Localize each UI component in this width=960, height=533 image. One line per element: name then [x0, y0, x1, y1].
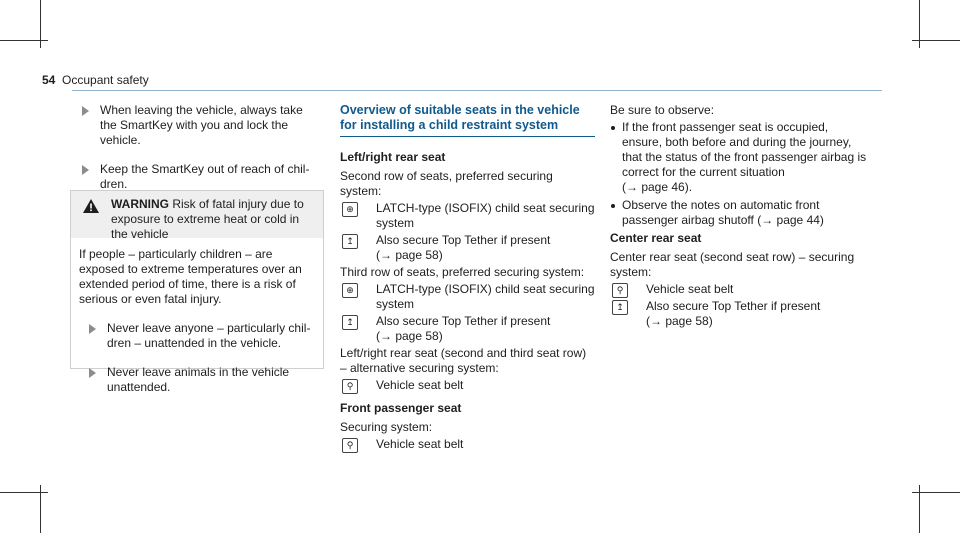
arrow-bullet-icon: [89, 368, 96, 378]
list-item: [72, 103, 322, 148]
crop-mark: [912, 40, 960, 41]
list-item: [340, 233, 595, 263]
list-item: [610, 120, 870, 195]
warning-header: [71, 191, 323, 241]
list-item: [340, 437, 595, 452]
paragraph: Third row of seats, preferred securing system:: [340, 265, 585, 279]
arrow-bullet-icon: [82, 165, 89, 175]
item-text: If the front passenger seat is occupied, ensure, both before and during the journey, that the status of the front passenger airbag is correct for the current situation: [622, 120, 867, 179]
subheading: Center rear seat: [610, 231, 702, 245]
bullet-text: Never leave animals in the vehicle unattended.: [107, 365, 290, 394]
item-text: LATCH-type (ISOFIX) child seat securing system: [376, 282, 595, 311]
top-tether-icon: ↥: [342, 234, 358, 249]
list-item: [610, 198, 870, 228]
list-item: [610, 282, 870, 297]
seat-belt-icon: ⚲: [342, 379, 358, 394]
section-name: Occupant safety: [62, 73, 149, 87]
page-reference[interactable]: (→ page 46).: [622, 180, 693, 194]
section-title: Overview of suitable seats in the vehicle for installing a child restraint system: [340, 103, 580, 132]
arrow-bullet-icon: [89, 324, 96, 334]
bullet-text: When leaving the vehicle, always take the SmartKey with you and lock the vehicle.: [100, 103, 303, 147]
warning-title-text: Risk of fatal injury due to exposure to extreme heat or cold in the vehicle: [111, 197, 304, 241]
arrow-bullet-icon: [82, 106, 89, 116]
item-text: Also secure Top Tether if present: [376, 233, 551, 247]
warning-title: [111, 197, 316, 242]
top-tether-icon: ↥: [612, 300, 628, 315]
page-reference[interactable]: (→ page 58): [376, 329, 443, 343]
paragraph: Center rear seat (second seat row) – securing system:: [610, 250, 855, 279]
warning-label: WARNING: [111, 197, 169, 211]
item-text: Also secure Top Tether if present: [646, 299, 821, 313]
list-item: [79, 321, 317, 351]
paragraph: Be sure to observe:: [610, 103, 715, 117]
warning-body-text: If people – particularly children – are exposed to extreme temperatures over an extended period of time, there is a risk of serious or even fatal injury.: [79, 247, 302, 306]
item-text: LATCH-type (ISOFIX) child seat securing system: [376, 201, 595, 230]
item-text: Vehicle seat belt: [646, 282, 734, 296]
page-reference[interactable]: (→ page 58): [646, 314, 713, 328]
page-number: 54: [42, 73, 56, 87]
list-item: [340, 201, 595, 231]
seat-belt-icon: ⚲: [612, 283, 628, 298]
isofix-icon: ⊕: [342, 202, 358, 217]
item-text: Vehicle seat belt: [376, 378, 464, 392]
page-reference[interactable]: (→ page 58): [376, 248, 443, 262]
section-rule: [340, 136, 595, 137]
seat-belt-icon: ⚲: [342, 438, 358, 453]
list-item: [340, 314, 595, 344]
paragraph: Left/right rear seat (second and third seat row) – alternative securing system:: [340, 346, 587, 375]
header-rule: [72, 90, 882, 91]
crop-mark: [0, 492, 48, 493]
isofix-icon: ⊕: [342, 283, 358, 298]
bullet-text: Keep the SmartKey out of reach of children.: [100, 162, 310, 191]
list-item: [340, 378, 595, 393]
list-item: [79, 365, 317, 395]
top-tether-icon: ↥: [342, 315, 358, 330]
crop-mark: [0, 40, 48, 41]
subheading: Front passenger seat: [340, 401, 462, 415]
warning-box: [70, 190, 324, 394]
bullet-text: Never leave anyone – particularly children – unattended in the vehicle.: [107, 321, 311, 350]
item-text: Observe the notes on automatic front passenger airbag shutoff (→ page 44): [622, 198, 824, 227]
warning-triangle-icon: [83, 199, 99, 213]
item-text: Also secure Top Tether if present: [376, 314, 551, 328]
paragraph: Securing system:: [340, 420, 433, 434]
warning-body: [79, 247, 317, 409]
list-item: [610, 299, 870, 329]
paragraph: Second row of seats, preferred securing system:: [340, 169, 553, 198]
subheading: Left/right rear seat: [340, 150, 446, 164]
list-item: [72, 162, 322, 192]
item-text: Vehicle seat belt: [376, 437, 464, 451]
right-column: [610, 103, 870, 331]
middle-column: [340, 103, 595, 454]
crop-mark: [912, 492, 960, 493]
list-item: [340, 282, 595, 312]
page-header: [42, 73, 149, 88]
